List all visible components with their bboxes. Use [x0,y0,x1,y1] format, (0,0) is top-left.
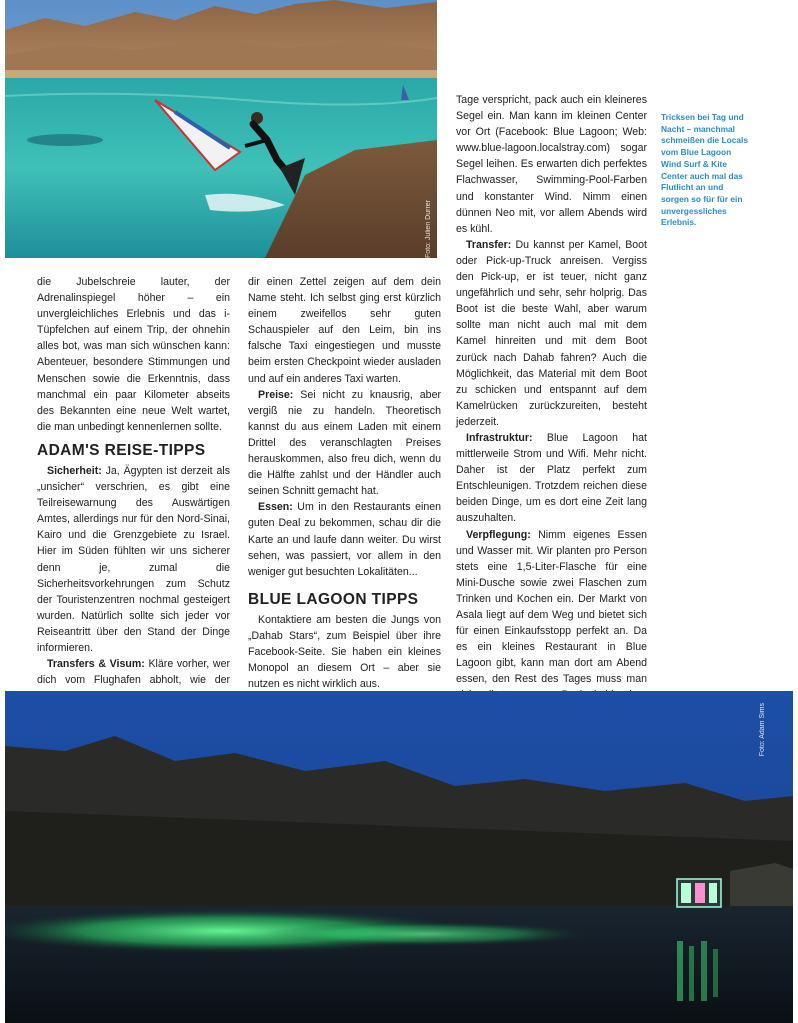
tip-verpflegung: Verpflegung: Nimm eigenes Essen und Wasser mit. Wir planten pro Person stets eine 1,5-Liter-Flasche für eine Mini-Dusche sowie zwei Flaschen zum Trinken und Kochen ein. Der Markt von Asala liegt auf dem Weg und bietet sich für einen Einkaufsstopp perfekt an. Da es ein kleines Restaurant in Blue Lagoon gibt, kann man dort am Abend essen, den Rest des Tages muss man [456,527,647,817]
photo-caption: Tricksen bei Tag und Nacht – manchmal schmeißen die Locals vom Blue Lagoon Wind Surf & Kite Center auch mal das Flutlicht an und sorgen so für für ein unvergessliches Erlebnis. [661,112,749,228]
continued-paragraph-3: Tage verspricht, pack auch ein kleineres Segel ein. Man kann im kleinen Center vor Ort (Facebook: Blue Lagoon; Web: www.blue-lagoon.localstray.com) sogar Segel leihen. Es erwarten dich perfektes Flachwasser, Swimming-Pool-Farben und konstanter Wind. Nimm einen dünnen Neo mit, vor allem Abends wird es kühl. [456,94,647,235]
continued-paragraph: dir einen Zettel zeigen auf dem dein Name steht. Ich selbst ging erst kürzlich einem zweifellos sehr guten Schauspieler auf den Leim, bin ins falsche Taxi eingestiegen und musste beim ersten Checkpoint wieder ausladen und auf ein anderes Taxi warten. [248,276,441,385]
tip-transfers-visum: Transfers & Visum: Kläre vorher, wer dich vom Flughafen abholt, wie der [37,658,230,687]
section-heading-blue-lagoon: BLUE LAGOON TIPPS [248,590,419,608]
tip-infrastruktur: Infrastruktur: Blue Lagoon hat mittlerweile Strom und Wifi. Mehr nicht. Daher ist der Platz perfekt zum Entschleunigen. Trotzdem reichen diese beiden Dinge, um es dort eine Zeit lang auszuhalten. [456,431,647,525]
tip-transfer: Transfer: Du kannst per Kamel, Boot oder Pick-up-Truck anreisen. Vergiss den Pick-up, er ist teuer, nicht ganz ungefährlich und sehr, sehr holprig. Das Boot ist die beste Wahl, aber warum sollte man nicht auch mal mit dem Kamel hinreiten und mit dem Boot zurück nach Dahab fahren? Auch die Möglichkeit, das Material mit dem Boot zu schicken und entspannt auf dem Kamelrücken zurückzureiten, besteht jederzeit. [456,238,647,428]
tip-sicherheit: Sicherheit: Ja, Ägypten ist derzeit als „unsicher“ verschrien, es gibt eine Teilreisewarnung des Auswärtigen Amtes, allerdings nur für den Nord-Sinai, Kairo und die Grenzgebiete zu Israel. Hier im Süden fühlten wir uns sicherer denn je, zumal die Sicherheitsvorkehrungen zum Schutz der Touristenzentren nochmal gesteigert wurden. Natürlich sollte sich jeder vor Reiseantritt über den Stand der Dinge informieren. [37,464,230,654]
section-heading-reise-tipps: ADAM'S REISE-TIPPS [37,441,206,459]
night-lagoon-photo [5,691,793,1023]
night-lagoon-illustration [5,691,793,1023]
blue-lagoon-intro: Kontaktiere am besten die Jungs von „Dahab Stars“, zum Beispiel über ihre Facebook-Seite. Sie haben ein kleines Monopol an diesem Ort – aber sie nutzen es nicht wirklich aus. [248,613,441,691]
photo-credit: Foto: Julien Durrer [425,200,432,258]
tip-essen: Essen: Um in den Restaurants einen guten Deal zu bekommen, schau dir die Karte an und laufe dann weiter. Du wirst sehen, was passiert, vor allem in den weniger gut besuchten Lokalitäten... [248,501,441,578]
intro-paragraph: die Jubelschreie lauter, der Adrenalinspiegel höher – ein unvergleichliches Erlebnis und das i-Tüpfelchen auf einem Trip, der ohnehin alles bot, was man sich wünschen kann: Abenteuer, besondere Stimmungen und Menschen sowie die Erkenntnis, dass manchmal ein paar Kilometer abseits des Bekannten eine neue Welt wartet, die man unbedingt kennenlernen sollte. [37,276,230,433]
windsurf-photo-illustration [5,0,437,258]
article-column-2 [248,274,441,757]
windsurf-photo [5,0,437,258]
photo-credit-bottom: Foto: Adam Sims [759,703,766,757]
tip-preise: Preise: Sei nicht zu knausrig, aber vergiß nie zu handeln. Theoretisch kannst du aus einem Laden mit einem Drittel des veranschlagten Preises herauskommen, also freu dich, wenn du die Hälfte zahlst und der Händler auch seinen Schnitt gemacht hat. [248,388,441,498]
